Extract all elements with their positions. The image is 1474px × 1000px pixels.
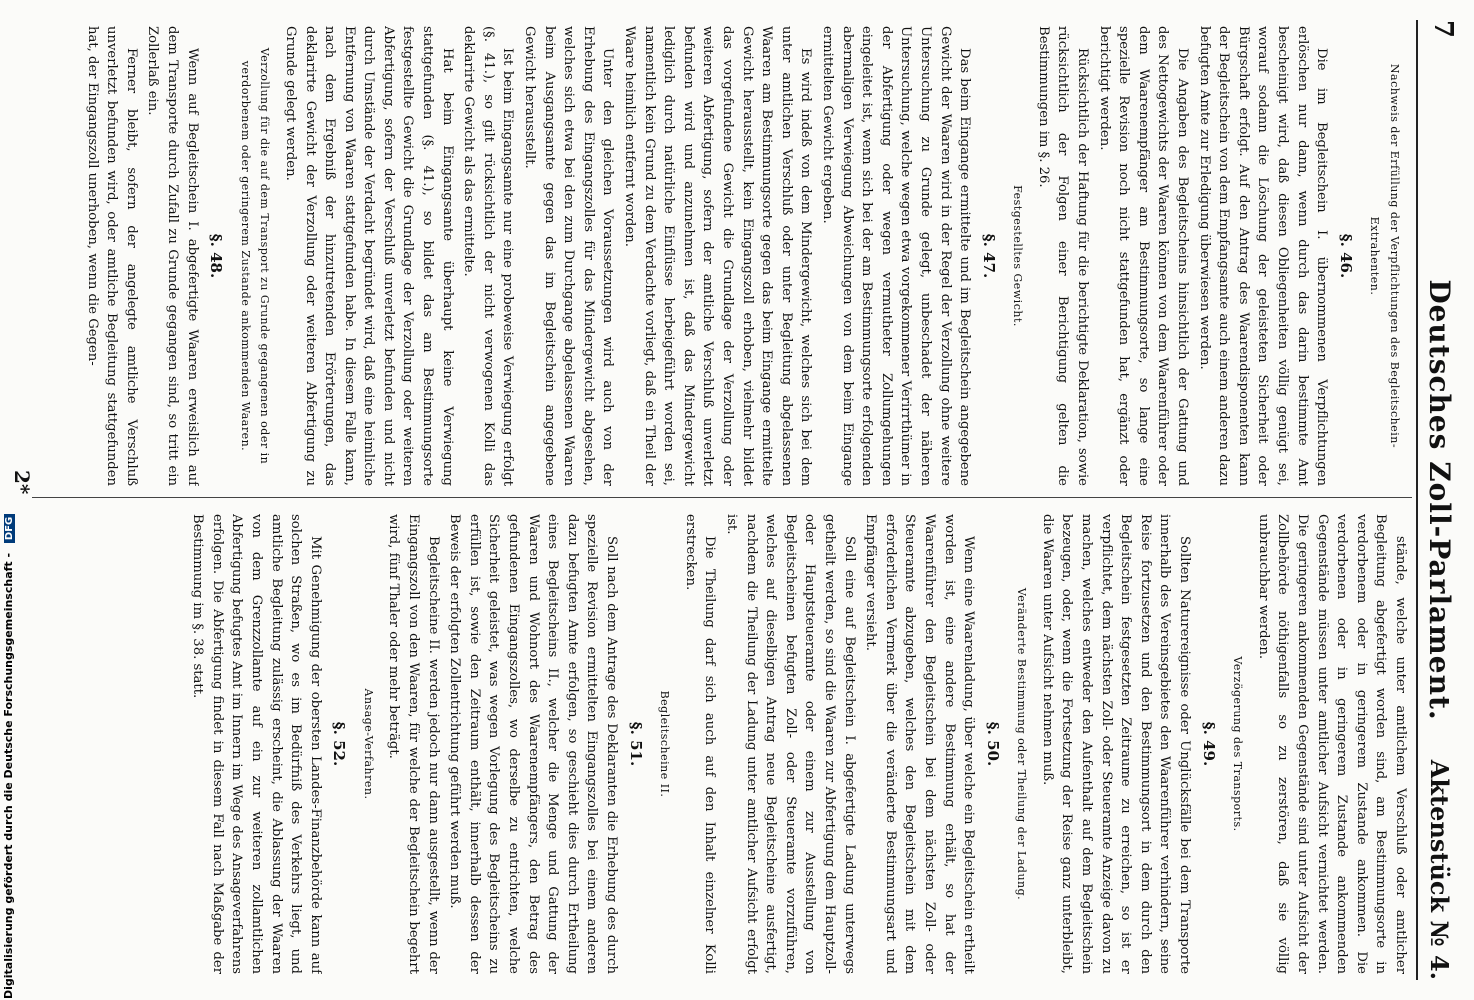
dfg-logo: DFG [4,514,15,543]
section-number: §. 50. [983,721,1002,767]
page-header [1416,20,1466,980]
paragraph: Wenn eine Waarenladung, über welche ein Begleitschein ertheilt worden ist, eine andere Bestimmung erhält, so hat der Waarenführer den Begleitschein bei dem nächsten Zoll- oder Steueramte abzugeben, welches den Begleitschein mit dem erforderlichen Vermerk über die veränderte Bestimmungsart und Empfänger versieht. [863,514,977,974]
paragraph: Die Theilung darf sich auch auf den Inhalt einzelner Kolli erstrecken. [682,514,718,974]
paragraph: Die Angaben des Begleitscheins hinsichtlich der Gattung und des Nettogewichts der Waaren können von dem Waarenführer oder dem Waarenempfänger am Bestimmungsorte, so lange eine spezielle Revision noch nicht stattgefunden hat, ergänzt oder berichtigt werden. [1096,26,1191,486]
attachment-number: Aktenstück № 4. [1425,759,1454,980]
right-column [40,514,1410,974]
publication-title: Deutsches Zoll-Parlament. [1423,279,1456,721]
left-column [40,26,1410,486]
paragraph: Begleitscheine II. werden jedoch nur dann ausgestellt, wenn der Eingangszoll von den Waaren, für welche der Begleitschein begehrt wird, fünf Thaler oder mehr beträgt. [386,514,441,974]
section-number: §. 48. [207,233,226,279]
section-number: §. 46. [1336,233,1355,279]
section-subhead: Begleitscheine II. [658,690,672,798]
paragraph: Ferner bleibt, sofern der angelegte amtliche Verschluß unverletzt befunden wird, oder amtliche Begleitung stattgefunden hat, der Eingangszoll unerhoben, wenn die Gegen- [84,26,139,486]
paragraph: Es wird indeß von dem Mindergewicht, welches sich bei dem unter amtlichen Verschluß oder unter Begleitung abgelassenen Waaren am Bestimmungsorte gegen das beim Eingange ermittelte Gewicht herausstellt, kein Eingangszoll erhoben, vielmehr bildet das vorgefundene Gewicht die Grundlage der Verzollung oder weiteren Abfertigung, sofern der amtliche Verschluß unverletzt befunden wird und anzunehmen ist, daß das Mindergewicht lediglich durch natürliche Einflüsse herbeigeführt worden sei, namentlich kein Grund zu dem Verdachte vorliegt, daß ein Theil der Waare heimlich entfernt worden. [622,26,814,486]
section-number: §. 49. [1199,721,1218,767]
paragraph: Hat beim Eingangsamte überhaupt keine Verwiegung stattgefunden (§. 41.), so bildet das am Bestimmungsorte festgestellte Gewicht die Grundlage der Verzollung oder weiteren Abfertigung, sofern der Verschluß unverletzt befunden und nicht durch Umstände der Verdacht begründet wird, daß eine heimliche Entfernung von Waaren stattgefunden habe. In diesem Falle kann, nach dem Ergebniß der hinzutretenden Erörterungen, das deklarirte Gewicht der Verzollung oder weiteren Abfertigung zu Grunde gelegt werden. [282,26,455,486]
paragraph: stände, welche unter amtlichem Verschluß oder amtlicher Begleitung abgefertigt worden sind, am Bestimmungsorte in verdorbenem oder in geringerem Zustande ankommen. Die verdorbenen oder in geringerem Zustande ankommenden Gegenstände müssen unter amtlicher Aufsicht vernichtet werden. Die geringeren ankommenden Gegenstände sind unter Aufsicht der Zollbehörde nöthigenfalls so zu zerstören, daß sie völlig unbrauchbar werden. [1255,514,1408,974]
section-subhead: Verzögerung des Transports. [1231,656,1245,832]
paragraph: Das beim Eingange ermittelte und im Begleitschein angegebene Gewicht der Waaren wird in der Regel der Verzollung ohne weitere Untersuchung zu Grunde gelegt, unbeschadet der näheren Untersuchung, welche wegen etwa vorgekommener Verirrthümer in der Abfertigung oder wegen vermutheter Zollumgehungen eingeleitet ist, wenn sich bei der am Bestimmungsorte erfolgenden abermaligen Verwiegung Abweichungen von dem beim Eingange ermittelten Gewicht ergeben. [819,26,973,486]
section-number: §. 51. [626,721,645,767]
section-number: §. 47. [979,233,998,279]
paragraph: Soll eine auf Begleitschein I. abgefertigte Ladung unterwegs getheilt werden, so sind die Waaren zur Abfertigung dem Hauptzoll- oder Hauptsteueramte oder einem zur Ausstellung von Begleitscheinen befugten Zoll- oder Steueramte vorzuführen, welches auf dieselbigen Antrag neue Begleitscheine ausfertigt, nachdem die Theilung der Ladung unter amtlicher Aufsicht erfolgt ist. [724,514,857,974]
section-subhead: Verzollung für die auf dem Transport zu Grunde gegangenen oder in verdorbenem oder geringerem Zustande ankommenden Waaren. [238,47,272,465]
sheet-signature: 2* [10,470,34,495]
section-subhead: Veränderte Bestimmung oder Theilung der Ladung. [1015,587,1029,901]
page-number: 7 [1428,20,1458,39]
section-subhead: Ansage-Verfahren. [361,688,375,800]
column-divider [32,497,1412,498]
paragraph: Mit Genehmigung der obersten Landes-Finanzbehörde kann auf solchen Straßen, wo es im Bedürfniß des Verkehrs liegt, und amtliche Begleitung zulässig erscheint, die Ablassung der Waaren von dem Grenzzollamte auf ein zur weiteren zollamtlichen Abfertigung befugtes Amt im Innern im Wege des Ansageverfahrens erfolgen. Die Abfertigung findet in diesem Fall nach Maßgabe der Bestimmung im §. 38. statt. [190,514,323,974]
paragraph: Ist beim Eingangsamte nur eine probeweise Verwiegung erfolgt (§. 41.), so gilt rücksichtlich der nicht verwogenen Kolli das deklarirte Gewicht als das ermittelte. [461,26,516,486]
section-number: §. 52. [330,721,349,767]
paragraph: Die im Begleitschein I. übernommenen Verpflichtungen erlöschen nur dann, wenn durch das darin bestimmte Amt bescheinigt wird, daß diesen Obliegenheiten völlig genügt sei, worauf sodann die Löschung der geleisteten Sicherheit oder Bürgschaft erfolgt. Auf den Antrag des Waarendisponenten kann der Begleitschein von dem Empfangsamte auch einem anderen dazu befugten Amte zur Erledigung überwiesen werden. [1196,26,1330,486]
section-subhead: Festgestelltes Gewicht. [1011,185,1025,327]
credit-text: Digitalisierung gefördert durch die Deutsche Forschungsgemeinschaft - [2,552,15,999]
paragraph: Rücksichtlich der Haftung für die berichtigte Deklaration, sowie rücksichtlich der Folgen einer Berichtigung gelten die Bestimmungen im §. 26. [1035,26,1091,486]
digitization-credit [2,1,18,999]
paragraph: Unter den gleichen Voraussetzungen wird auch von der Erhebung des Eingangszolles für das Mindergewicht abgesehen, welches sich etwa bei den zum Durchgange abgelassenen Waaren beim Ausgangsamte gegen das im Begleitschein angegebene Gewicht herausstellt. [522,26,616,486]
running-head: Nachweis der Erfüllung der Verpflichtungen des Begleitschein-Extrahenten. [1368,63,1401,449]
paragraph: Soll nach dem Antrage des Deklaranten die Erhebung des durch spezielle Revision ermittelten Eingangszolles bei einem anderen dazu befugten Amte erfolgen, so geschieht dies durch Ertheilung eines Begleitscheins II., welcher die Menge und Gattung der Waaren und Wohnort des Waarenempfängers, den Betrag des gefundenen Eingangszolles, wo derselbe zu entrichten, welche Sicherheit geleistet, was wegen Vorlegung des Begleitscheins zu erfüllen ist, sowie den Zeitraum enthält, innerhalb dessen der Beweis der erfolgten Zollentrichtung geführt werden muß. [447,514,620,974]
paragraph: Sollten Naturereignisse oder Unglücksfälle bei dem Transporte innerhalb des Vereinsgebietes den Waarenführer verhindern, seine Reise fortzusetzen und den Bestimmungsort in dem durch den Begleitschein festgesetzten Zeitraume zu erreichen, so ist er verpflichtet, dem nächsten Zoll- oder Steueramte Anzeige davon zu machen, welches entweder den Aufenthalt auf dem Begleitschein bezeugen, oder, wenn die Fortsetzung der Reise ganz unterbleibt, die Waaren unter Aufsicht nehmen muß. [1039,514,1193,974]
paragraph: Wenn auf Begleitschein I. abgefertigte Waaren erweislich auf dem Transporte durch Zufall zu Grunde gegangen sind, so tritt ein Zollerlaß ein. [145,26,200,486]
